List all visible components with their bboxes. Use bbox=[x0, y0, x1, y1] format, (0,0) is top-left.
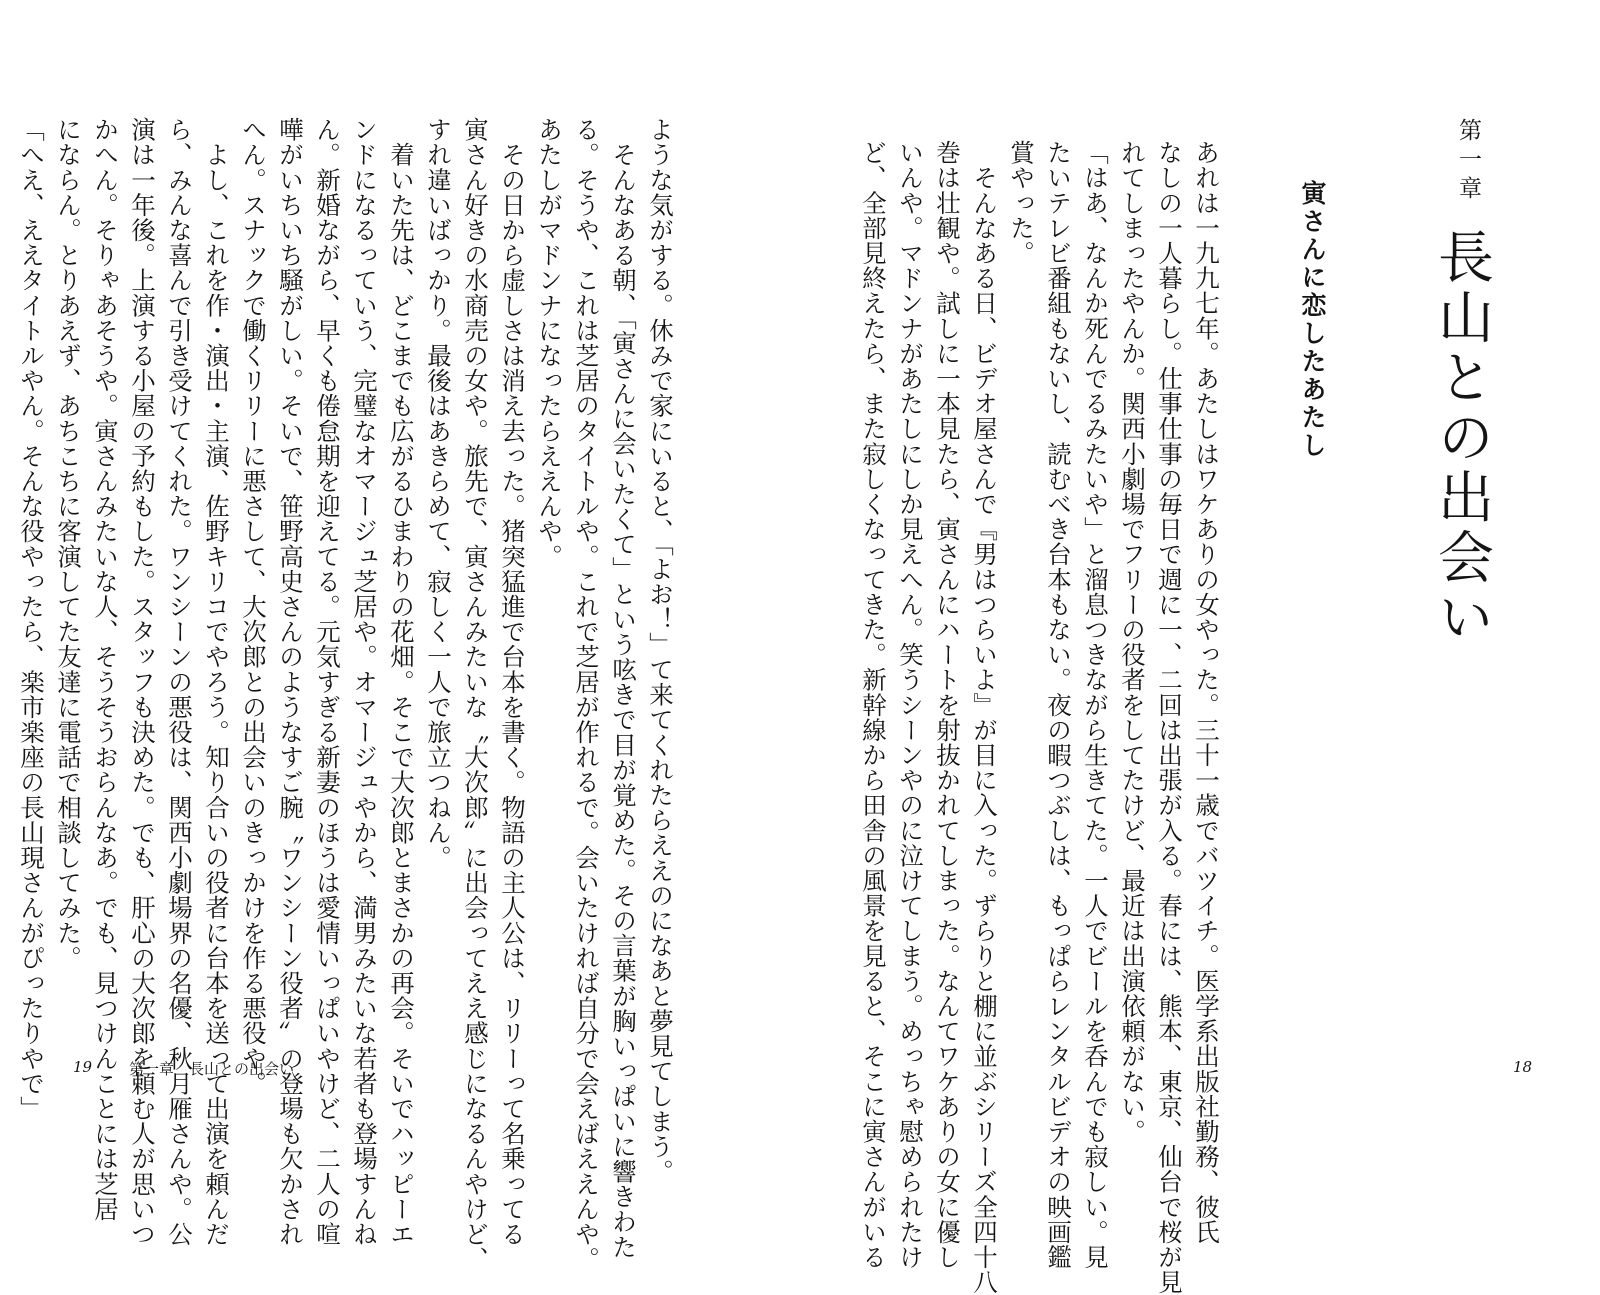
right-page-body: あれは一九九七年。あたしはワケありの女やった。三十一歳でバツイチ。医学系出版社勤務、彼氏 なしの一人暮らし。仕事仕事の毎日で週に一、二回は出張が入る。春には、熊本、東京、仙台で桜が見 れてしまったやんか。関西小劇場でフリーの役者をしてたけど、最近は出演依頼がない。 「はあ、なんか死んでるみたいや」と溜息つきながら生きてた。一人でビールを呑んでも寂しい。見 たいテレビ番組もないし、読むべき台本もない。夜の暇つぶしは、もっぱらレンタルビデオの映画鑑 賞やった。 そんなある日、ビデオ屋さんで『男はつらいよ』が目に入った。ずらりと棚に並ぶシリーズ全四十八 巻は壮観や。試しに一本見たら、寅さんにハートを射抜かれてしまった。なんてワケありの女に優し いんや。マドンナがあたしにしか見えへん。笑うシーンやのに泣けてしまう。めっちゃ慰められたけ ど、全部見終えたら、また寂しくなってきた。新幹線から田舎の風景を見ると、そこに寅さんがいる bbox=[859, 140, 1221, 1295]
left-page-body: ような気がする。休みで家にいると、「よお！」て来てくれたらええのになあと夢見てしまう。 そんなある朝、「寅さんに会いたくて」という呟きで目が覚めた。その言葉が胸いっぱいに響きわた る。そうや、これは芝居のタイトルや。これで芝居が作れるで。会いたければ自分で会えばええんや。 あたしがマドンナになったらええんや。 その日から虚しさは消え去った。猪突猛進で台本を書く。物語の主人公は、リリーって名乗ってる 寅さん好きの水商売の女や。旅先で、寅さんみたいな〝大次郎〟に出会ってええ感じになるんやけど、 すれ違いばっかり。最後はあきらめて、寂しく一人で旅立つねん。 着いた先は、どこまでも広がるひまわりの花畑。そこで大次郎とまさかの再会。そいでハッピーエ ンドになるっていう、完璧なオマージュ芝居や。オマージュやから、満男みたいな若者も登場すんね ん。新婚ながら、早くも倦怠期を迎えてる。元気すぎる新妻のほうは愛情いっぱいやけど、二人の喧 嘩がいちいち騒がしい。そいで、笹野高史さんのようなすご腕〝ワンシーン役者〟の登場も欠かされ へん。スナックで働くリリーに悪さして、大次郎との出会いのきっかけを作る悪役や。 よし、これを作・演出・主演、佐野キリコでやろう。知り合いの役者に台本を送って出演を頼んだ ら、みんな喜んで引き受けてくれた。ワンシーンの悪役は、関西小劇場界の名優、秋月雁さんや。公 演は一年後。上演する小屋の予約もした。スタッフも決めた。でも、肝心の大次郎を頼む人が思いつ かへん。そりゃあそうや。寅さんみたいな人、そうそうおらんなあ。でも、見つけんことには芝居 にならん。とりあえず、あちこちに客演してた友達に電話で相談してみた。 「へえ、ええタイトルやん。そんな役やったら、楽市楽座の長山現さんがぴったりやで」 bbox=[17, 117, 675, 1272]
chapter-number: 第一章 bbox=[1455, 118, 1481, 205]
left-page-number: 19 bbox=[73, 1058, 93, 1076]
chapter-title: 長山との出会い bbox=[1429, 228, 1494, 648]
right-page-number: 18 bbox=[1513, 1058, 1533, 1076]
running-head: 第一章 長山との出会い bbox=[129, 1060, 295, 1078]
section-title: 寅さんに恋したあたし bbox=[1298, 180, 1327, 460]
